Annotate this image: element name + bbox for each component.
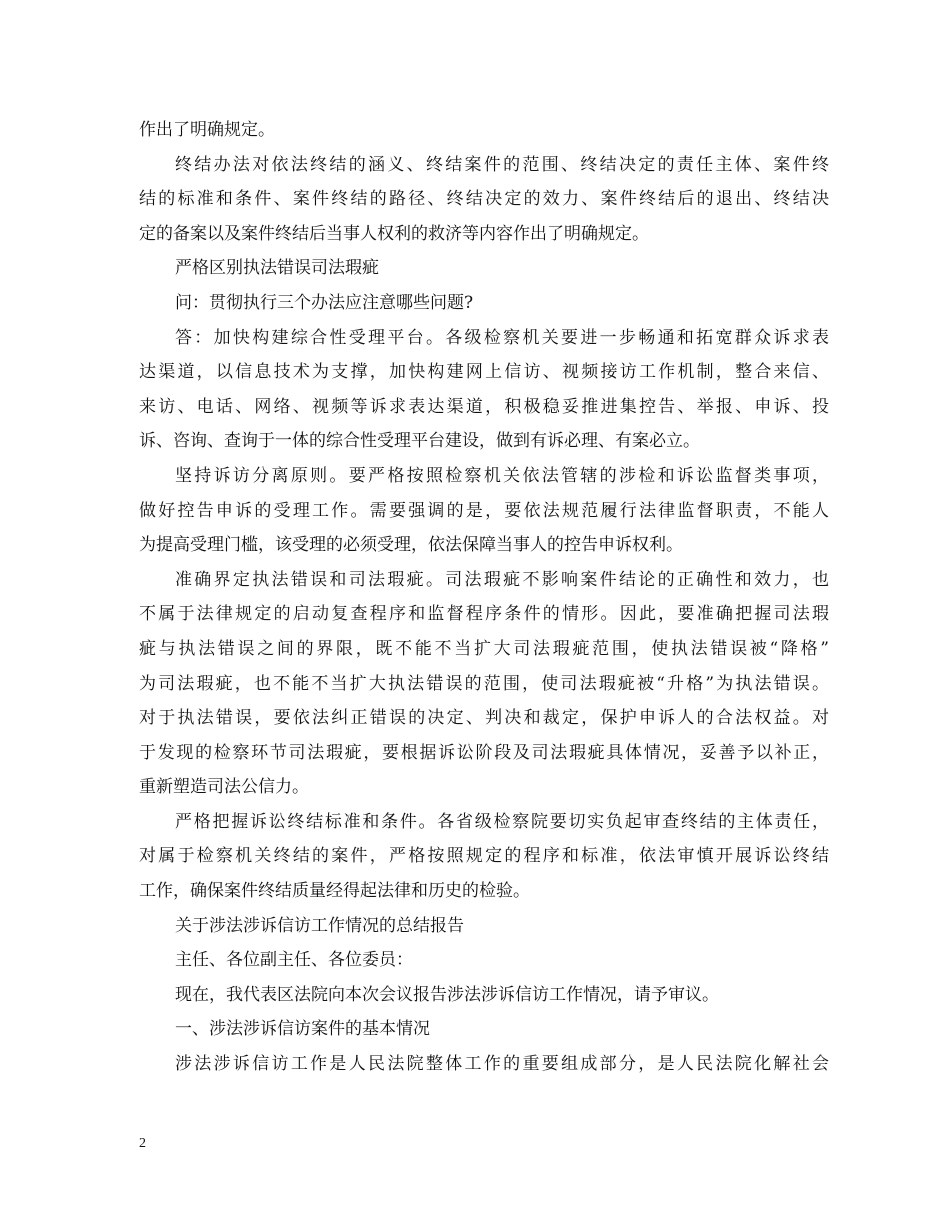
text-line: 结的标准和条件、案件终结的路径、终结决定的效力、案件终结后的退出、终结决	[139, 189, 829, 210]
document-body	[139, 113, 829, 1082]
text-line: 于发现的检察环节司法瑕疵，要根据诉讼阶段及司法瑕疵具体情况，妥善予以补正，	[139, 742, 829, 763]
text-line: 对于执法错误，要依法纠正错误的决定、判决和裁定，保护申诉人的合法权益。对	[139, 708, 829, 729]
text-line: 问：贯彻执行三个办法应注意哪些问题?	[175, 292, 474, 313]
text-line: 疵与执法错误之间的界限，既不能不当扩大司法瑕疵范围，使执法错误被“降格”	[139, 638, 829, 659]
text-line: 定的备案以及案件终结后当事人权利的救济等内容作出了明确规定。	[139, 223, 649, 244]
text-line: 严格把握诉讼终结标准和条件。各省级检察院要切实负起审查终结的主体责任，	[175, 811, 829, 832]
text-line: 严格区别执法错误司法瑕疵	[175, 258, 379, 279]
text-line: 终结办法对依法终结的涵义、终结案件的范围、终结决定的责任主体、案件终	[175, 154, 829, 175]
text-line: 关于涉法涉诉信访工作情况的总结报告	[175, 915, 464, 936]
text-line: 主任、各位副主任、各位委员：	[175, 950, 413, 971]
text-line: 来访、电话、网络、视频等诉求表达渠道，积极稳妥推进集控告、举报、申诉、投	[139, 396, 829, 417]
text-line: 做好控告申诉的受理工作。需要强调的是，要依法规范履行法律监督职责，不能人	[139, 500, 829, 521]
page-number: 2	[139, 1136, 146, 1151]
text-line: 诉、咨询、查询于一体的综合性受理平台建设，做到有诉必理、有案必立。	[139, 431, 700, 452]
text-line: 为司法瑕疵，也不能不当扩大执法错误的范围，使司法瑕疵被“升格”为执法错误。	[139, 673, 829, 694]
text-line: 作出了明确规定。	[139, 120, 275, 140]
text-line: 为提高受理门槛，该受理的必须受理，依法保障当事人的控告申诉权利。	[139, 535, 683, 556]
text-line: 工作，确保案件终结质量经得起法律和历史的检验。	[139, 881, 530, 902]
text-line: 不属于法律规定的启动复查程序和监督程序条件的情形。因此，要准确把握司法瑕	[139, 604, 829, 625]
text-line: 准确界定执法错误和司法瑕疵。司法瑕疵不影响案件结论的正确性和效力，也	[175, 569, 829, 590]
text-line: 涉法涉诉信访工作是人民法院整体工作的重要组成部分，是人民法院化解社会	[175, 1054, 829, 1075]
text-line: 坚持诉访分离原则。要严格按照检察机关依法管辖的涉检和诉讼监督类事项，	[175, 465, 829, 486]
text-line: 一、涉法涉诉信访案件的基本情况	[175, 1019, 430, 1040]
text-line: 答：加快构建综合性受理平台。各级检察机关要进一步畅通和拓宽群众诉求表	[175, 327, 829, 348]
text-line: 现在，我代表区法院向本次会议报告涉法涉诉信访工作情况，请予审议。	[175, 984, 719, 1005]
text-line: 达渠道，以信息技术为支撑，加快构建网上信访、视频接访工作机制，整合来信、	[139, 362, 829, 383]
text-line: 重新塑造司法公信力。	[139, 777, 309, 798]
text-line: 对属于检察机关终结的案件，严格按照规定的程序和标准，依法审慎开展诉讼终结	[139, 846, 829, 867]
